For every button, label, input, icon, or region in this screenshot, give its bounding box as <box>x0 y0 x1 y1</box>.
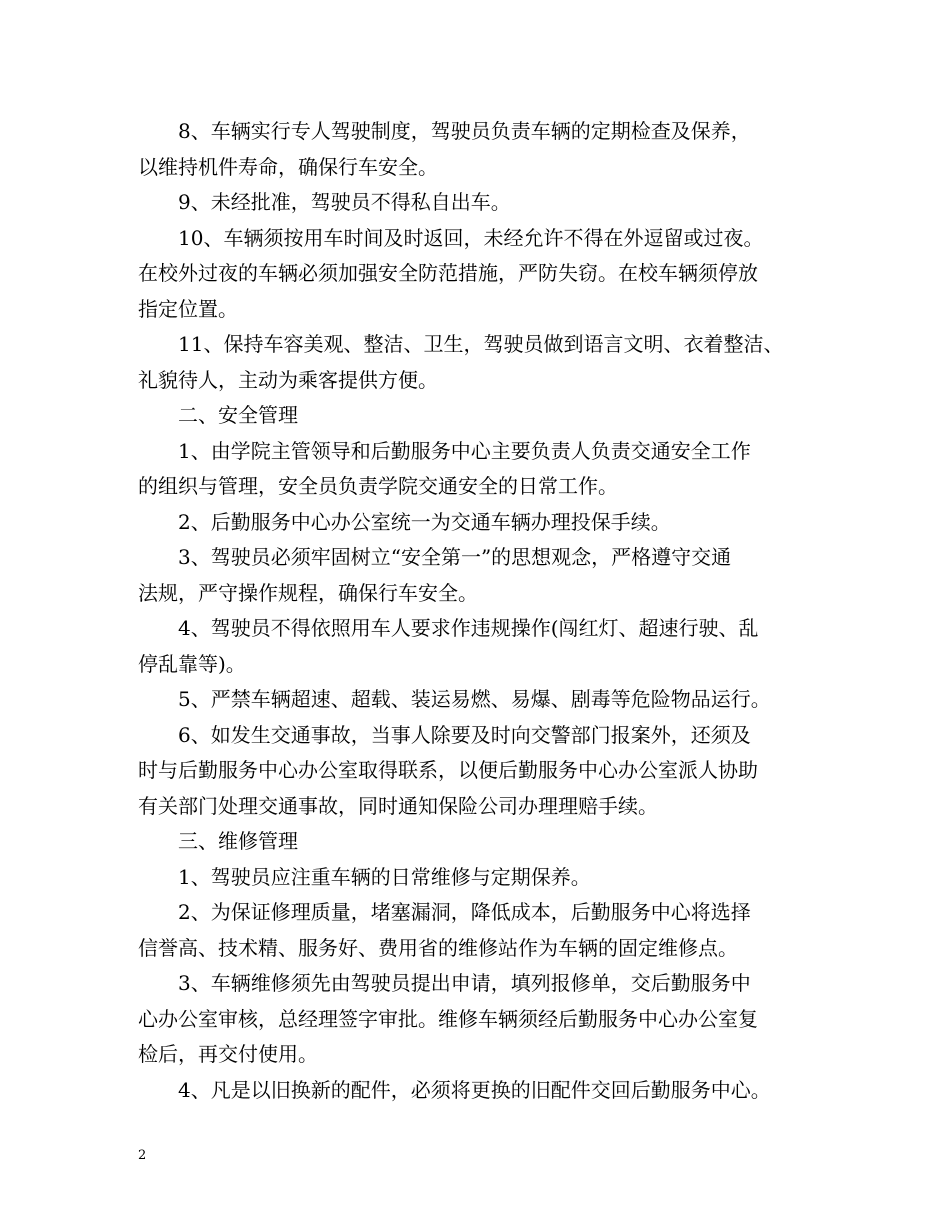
page-number: 2 <box>138 1148 147 1163</box>
section-heading-safety: 二、安全管理 <box>178 403 298 427</box>
paragraph-safety-4: 4、驾驶员不得依照用车人要求作违规操作(闯红灯、超速行驶、乱 停乱靠等)。 <box>138 616 759 676</box>
paragraph-rule-8: 8、车辆实行专人驾驶制度，驾驶员负责车辆的定期检查及保养， 以维持机件寿命，确保行车安全。 <box>138 119 751 179</box>
paragraph-rule-10: 10、车辆须按用车时间及时返回，未经允许不得在外逗留或过夜。 在校外过夜的车辆必须加强安全防范措施，严防失窃。在校车辆须停放 指定位置。 <box>138 225 764 321</box>
paragraph-rule-11: 11、保持车容美观、整洁、卫生，驾驶员做到语言文明、衣着整洁、 礼貌待人，主动为乘客提供方便。 <box>138 332 784 392</box>
paragraph-safety-6: 6、如发生交通事故，当事人除要及时向交警部门报案外，还须及 时与后勤服务中心办公室取得联系，以便后勤服务中心办公室派人协助 有关部门处理交通事故，同时通知保险公司办理理赔手续。 <box>138 722 758 818</box>
document-body <box>138 114 828 1108</box>
paragraph-rule-9: 9、未经批准，驾驶员不得私自出车。 <box>178 190 511 214</box>
paragraph-safety-1: 1、由学院主管领导和后勤服务中心主要负责人负责交通安全工作 的组织与管理，安全员负责学院交通安全的日常工作。 <box>138 438 751 498</box>
paragraph-safety-3: 3、驾驶员必须牢固树立“安全第一”的思想观念，严格遵守交通 法规，严守操作规程，确保行车安全。 <box>138 545 732 605</box>
paragraph-safety-2: 2、后勤服务中心办公室统一为交通车辆办理投保手续。 <box>178 509 671 534</box>
paragraph-maintenance-1: 1、驾驶员应注重车辆的日常维修与定期保养。 <box>178 864 591 889</box>
paragraph-maintenance-3: 3、车辆维修须先由驾驶员提出申请，填列报修单，交后勤服务中 心办公室审核，总经理签字审批。维修车辆须经后勤服务中心办公室复 检后，再交付使用。 <box>138 971 758 1066</box>
paragraph-safety-5: 5、严禁车辆超速、超载、装运易燃、易爆、剧毒等危险物品运行。 <box>178 687 771 711</box>
section-heading-maintenance: 三、维修管理 <box>178 829 298 853</box>
paragraph-maintenance-2: 2、为保证修理质量，堵塞漏洞，降低成本，后勤服务中心将选择 信誉高、技术精、服务好、费用省的维修站作为车辆的固定维修点。 <box>138 900 751 960</box>
paragraph-maintenance-4: 4、凡是以旧换新的配件，必须将更换的旧配件交回后勤服务中心。 <box>178 1077 771 1102</box>
